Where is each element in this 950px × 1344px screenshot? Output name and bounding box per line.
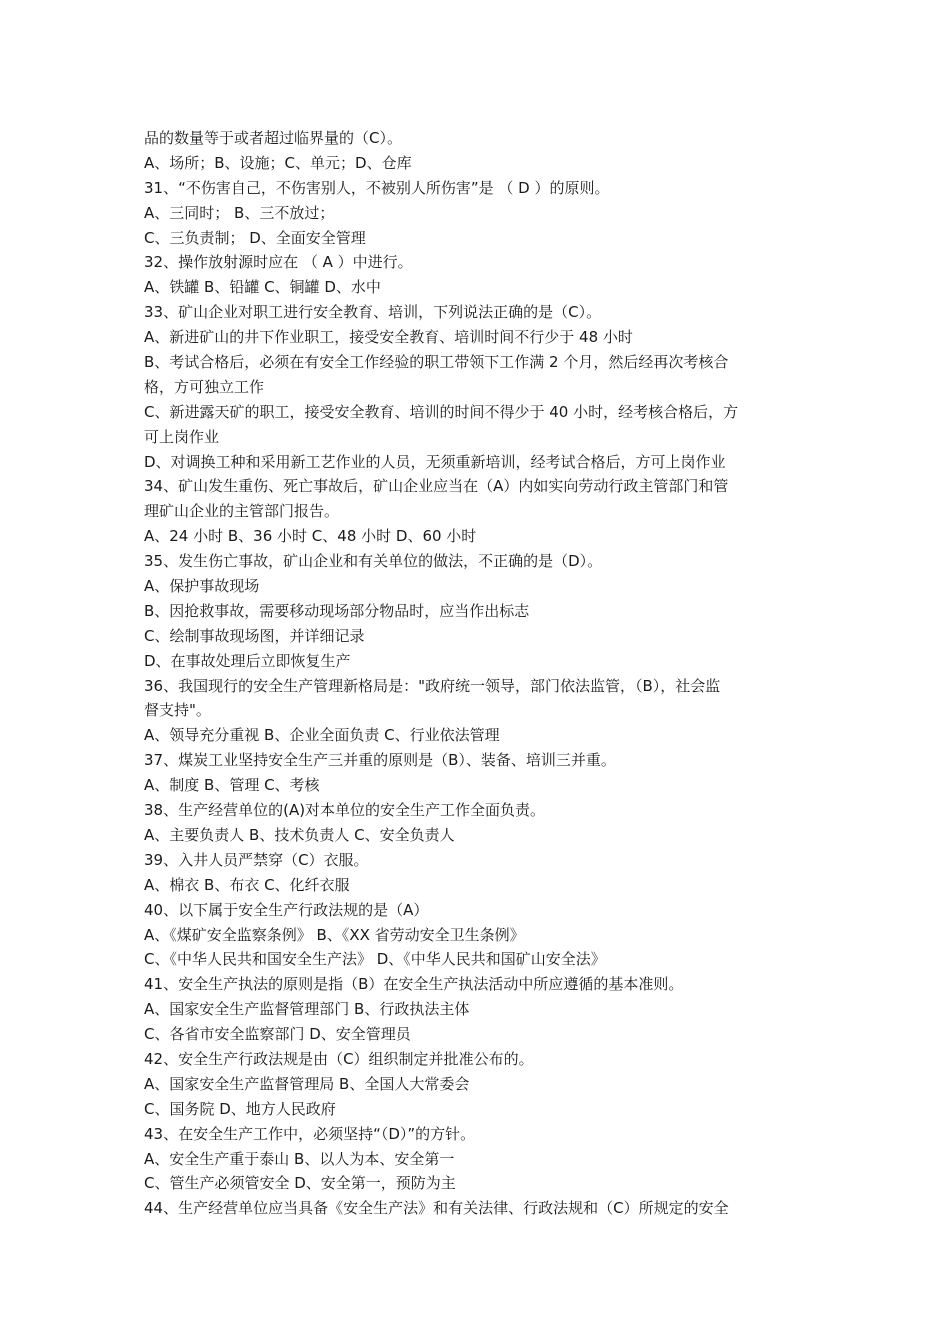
answer-options: C、管生产必须管安全 D、安全第一，预防为主	[144, 1174, 456, 1193]
answer-options: C、三负责制； D、全面安全管理	[144, 228, 366, 247]
question-40: 40、以下属于安全生产行政法规的是（A）	[144, 900, 429, 919]
question-31: 31、“不伤害自己，不伤害别人，不被别人所伤害”是 （ D ）的原则。	[144, 178, 610, 197]
answer-option-b-cont: 格，方可独立工作	[144, 377, 265, 396]
answer-options: A、《煤矿安全监察条例》 B、《XX 省劳动安全卫生条例》	[144, 925, 525, 944]
answer-options: A、三同时； B、三不放过；	[144, 203, 335, 222]
answer-option-c: C、绘制事故现场图，并详细记录	[144, 626, 365, 645]
answer-option-d: D、在事故处理后立即恢复生产	[144, 651, 351, 670]
answer-options: A、领导充分重视 B、企业全面负责 C、行业依法管理	[144, 726, 500, 745]
answer-options: A、铁罐 B、铅罐 C、铜罐 D、水中	[144, 278, 381, 297]
answer-option-c: C、新进露天矿的职工，接受安全教育、培训的时间不得少于 40 小时，经考核合格后，方	[144, 402, 739, 421]
question-39: 39、入井人员严禁穿（C）衣服。	[144, 850, 369, 869]
question-38: 38、生产经营单位的(A)对本单位的安全生产工作全面负责。	[144, 801, 546, 820]
question-37: 37、煤炭工业坚持安全生产三并重的原则是（B）、装备、培训三并重。	[144, 751, 616, 770]
answer-options: A、国家安全生产监督管理局 B、全国人大常委会	[144, 1074, 470, 1093]
answer-option-c-cont: 可上岗作业	[144, 427, 220, 446]
answer-options: A、国家安全生产监督管理部门 B、行政执法主体	[144, 1000, 470, 1019]
answer-option-a: A、新进矿山的井下作业职工，接受安全教育、培训时间不行少于 48 小时	[144, 328, 633, 347]
answer-options: C、国务院 D、地方人民政府	[144, 1099, 336, 1118]
question-35: 35、发生伤亡事故，矿山企业和有关单位的做法，不正确的是（D）。	[144, 552, 603, 571]
answer-option-b: B、考试合格后，必须在有安全工作经验的职工带领下工作满 2 个月，然后经再次考核合	[144, 353, 729, 372]
question-34: 34、矿山发生重伤、死亡事故后，矿山企业应当在（A）内如实向劳动行政主管部门和管	[144, 477, 729, 496]
answer-option-a: A、保护事故现场	[144, 577, 260, 596]
answer-option-d: D、对调换工种和采用新工艺作业的人员，无须重新培训，经考试合格后，方可上岗作业	[144, 452, 726, 471]
question-36-cont: 督支持"。	[144, 701, 211, 720]
answer-options: C、各省市安全监察部门 D、安全管理员	[144, 1025, 411, 1044]
answer-options: C、《中华人民共和国安全生产法》 D、《中华人民共和国矿山安全法》	[144, 950, 606, 969]
answer-options: A、场所；B、设施；C、单元；D、仓库	[144, 153, 412, 172]
answer-options: A、棉衣 B、布衣 C、化纤衣服	[144, 875, 350, 894]
text-line: 品的数量等于或者超过临界量的（C）。	[144, 129, 402, 147]
question-33: 33、矿山企业对职工进行安全教育、培训，下列说法正确的是（C）。	[144, 303, 602, 322]
answer-options: A、安全生产重于泰山 B、以人为本、安全第一	[144, 1149, 455, 1168]
answer-options: A、制度 B、管理 C、考核	[144, 776, 320, 795]
question-42: 42、安全生产行政法规是由（C）组织制定并批准公布的。	[144, 1049, 534, 1068]
document-body	[144, 126, 809, 1221]
question-44: 44、生产经营单位应当具备《安全生产法》和有关法律、行政法规和（C）所规定的安全	[144, 1199, 729, 1218]
answer-options: A、主要负责人 B、技术负责人 C、安全负责人	[144, 825, 455, 844]
answer-option-b: B、因抢救事故，需要移动现场部分物品时，应当作出标志	[144, 601, 530, 620]
question-36: 36、我国现行的安全生产管理新格局是："政府统一领导，部门依法监管，（B），社会监	[144, 676, 721, 695]
question-43: 43、在安全生产工作中，必须坚持“（D）”的方针。	[144, 1124, 476, 1143]
question-32: 32、操作放射源时应在 （ A ）中进行。	[144, 253, 413, 272]
question-34-cont: 理矿山企业的主管部门报告。	[144, 502, 340, 521]
question-41: 41、安全生产执法的原则是指（B）在安全生产执法活动中所应遵循的基本准则。	[144, 975, 684, 994]
answer-options: A、24 小时 B、36 小时 C、48 小时 D、60 小时	[144, 527, 477, 546]
